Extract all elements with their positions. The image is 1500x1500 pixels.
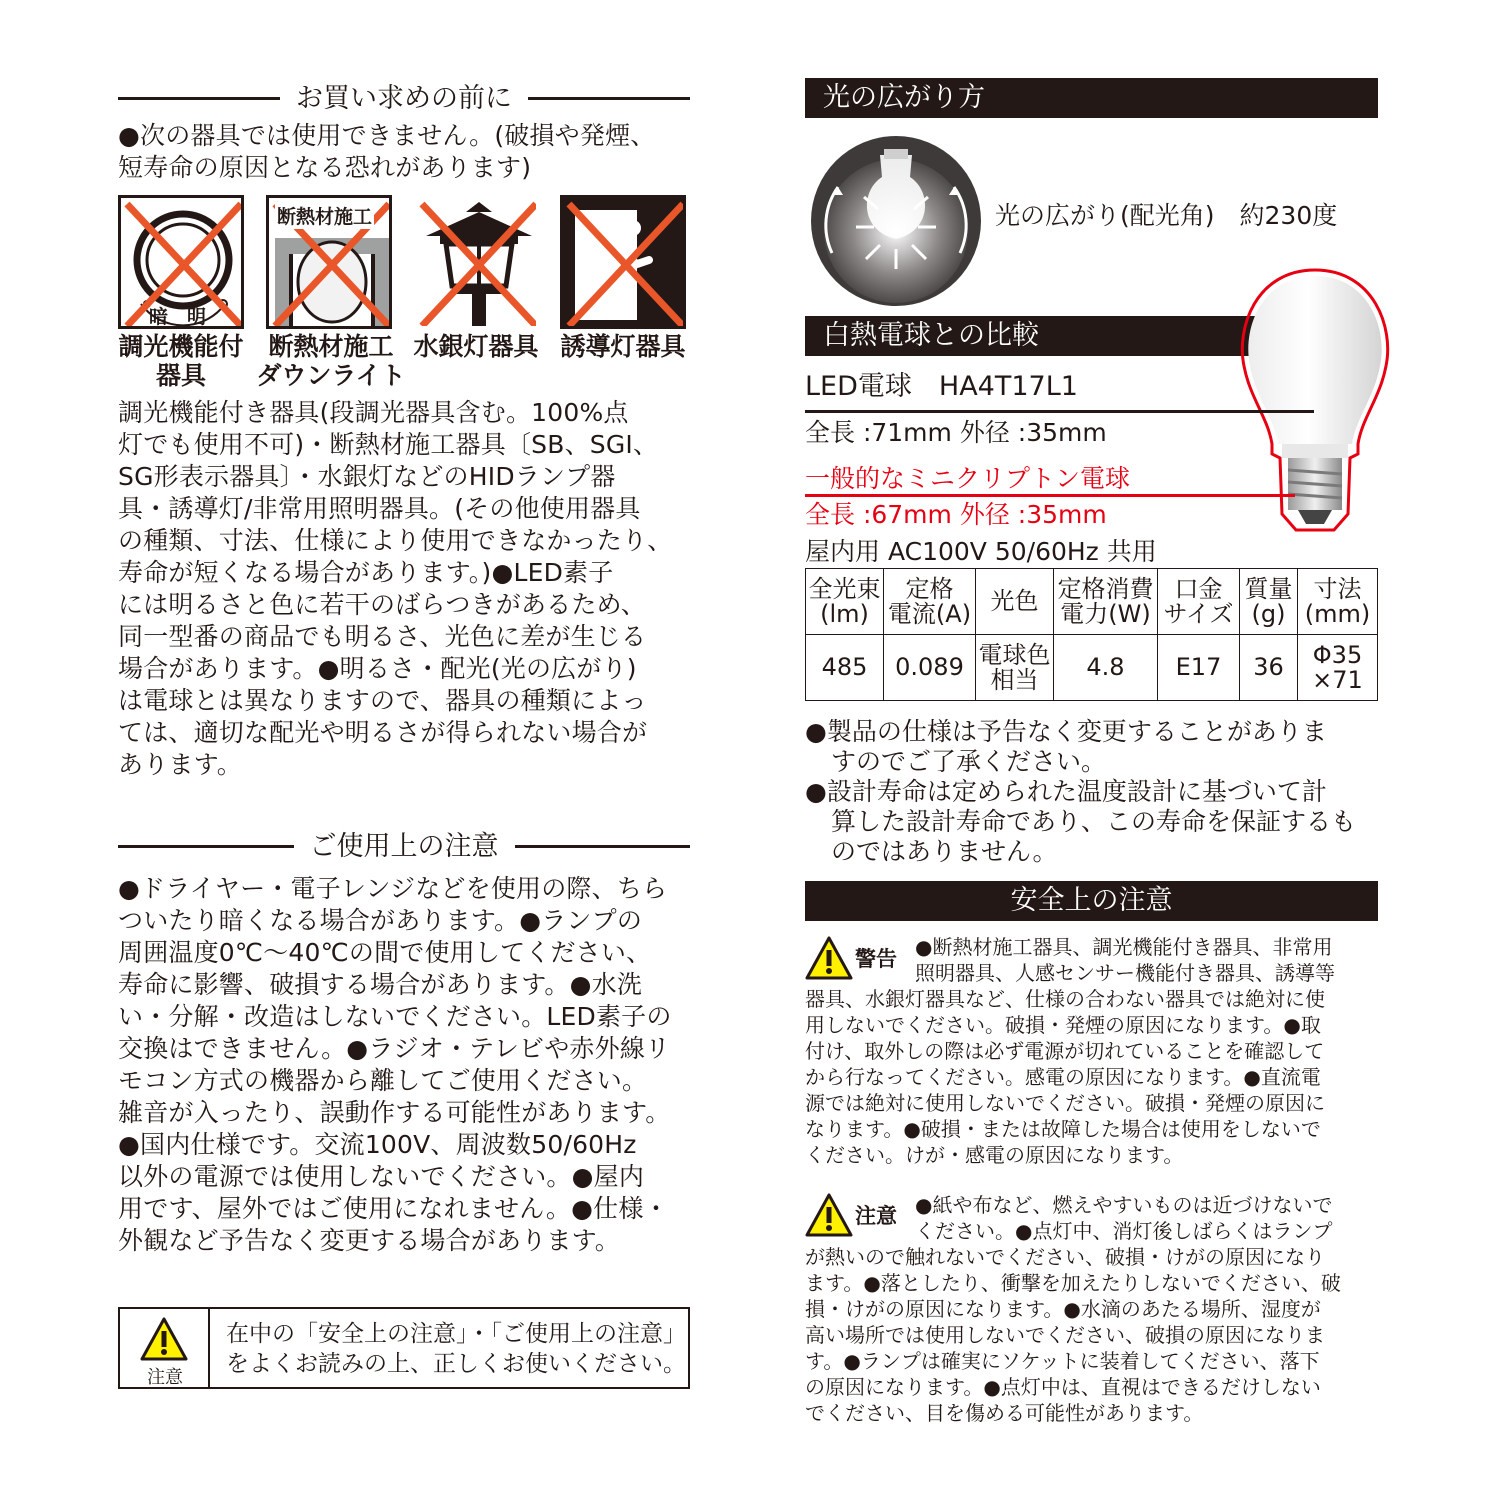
caution-box-icon-cell: 注意: [120, 1309, 210, 1387]
spec-header-dimensions: 寸法 (mm): [1298, 569, 1378, 635]
light-spread-title: 光の広がり方: [805, 78, 1378, 118]
warning-text: ●断熱材施工器具、調光機能付き器具、非常用 照明器具、人感センサー機能付き器具、誘導等 器具、水銀灯器具など、仕様の合わない器具では絶対に使 用しないでください。破損・発煙の原因になります。●取 付け、取外しの際は必ず電源が切れていることを確認して から行なってください。感電の原因になります。●直流電 源では絶対に使用しないでください。破損・発煙の原因に なります。●破損・または故障した場合は使用をしないで ください。けが・感電の原因になります。: [805, 935, 1335, 1167]
led-bulb-image: [1240, 268, 1390, 538]
spec-header-luminous-flux: 全光束 (lm): [806, 569, 884, 635]
light-spread-diagram: [810, 135, 982, 307]
icon-label-downlight: 断熱材施工 ダウンライト: [256, 332, 406, 390]
incandescent-dimensions: 全長 :67mm 外径 :35mm: [805, 500, 1107, 529]
emergency-exit-icon: [560, 195, 686, 329]
insulated-downlight-icon: 断熱材施工: [266, 195, 392, 329]
icon-label-mercury: 水銀灯器具: [413, 332, 539, 361]
spec-header-rated-power: 定格消費 電力(W): [1054, 569, 1158, 635]
spec-header-rated-current: 定格 電流(A): [884, 569, 976, 635]
comparison-title: 白熱電球との比較: [805, 316, 1259, 356]
before-purchase-title: お買い求めの前に: [118, 78, 690, 118]
incandescent-name: 一般的なミニクリプトン電球: [805, 464, 1131, 493]
spec-header-base-size: 口金 サイズ: [1158, 569, 1240, 635]
spec-header-light-color: 光色: [976, 569, 1054, 635]
caution-box-text: 在中の「安全上の注意」・「ご使用上の注意」 をよくお読みの上、正しくお使いください。: [226, 1321, 686, 1377]
spec-value-rated-power: 4.8: [1054, 635, 1158, 701]
led-dimensions: 全長 :71mm 外径 :35mm: [805, 418, 1107, 447]
spec-value-luminous-flux: 485: [806, 635, 884, 701]
spec-table: [805, 568, 1378, 701]
spec-table-value-row: [806, 635, 1378, 701]
caution-box: [118, 1307, 690, 1389]
usage-title: ご使用上の注意: [118, 826, 690, 866]
spec-table-header-row: [806, 569, 1378, 635]
product-note-1: ●製品の仕様は予告なく変更することがありま すのでご了承ください。: [805, 717, 1327, 776]
led-model: LED電球 HA4T17L1: [805, 371, 1078, 402]
spec-value-light-color: 電球色 相当: [976, 635, 1054, 701]
icon-label-dimmer: 調光機能付 器具: [118, 332, 244, 390]
spec-value-base-size: E17: [1158, 635, 1240, 701]
caution-text: ●紙や布など、燃えやすいものは近づけないで ください。●点灯中、消灯後しばらくはランプ が熱いので触れないでください、破損・けがの原因になり ます。●落としたり、衝撃を加えたりしないでください、破 損・けがの原因になります。●水滴のあたる場所、湿度が 高い場所では使用しないでください、破損の原因になりま す。●ランプは確実にソケットに装着してください、落下 の原因になります。●点灯中は、直視はできるだけしない でください、目を傷める可能性があります。: [805, 1193, 1341, 1425]
usage-note: 屋内用 AC100V 50/60Hz 共用: [805, 537, 1157, 566]
warning-triangle-icon: [140, 1317, 188, 1361]
light-spread-text: 光の広がり(配光角) 約230度: [995, 201, 1338, 230]
spec-value-mass: 36: [1240, 635, 1298, 701]
mercury-lamp-icon: [413, 195, 539, 329]
warning-heading: 警告: [805, 936, 897, 980]
dimmer-fixture-icon: 暗 明: [118, 195, 244, 329]
before-purchase-body: 調光機能付き器具(段調光器具含む。100%点 灯でも使用不可)・断熱材施工器具〔SB、SGI、 SG形表示器具〕・水銀灯などのHIDランプ器 具・誘導灯/非常用照明器具。(その他使用器具 の種類、寸法、仕様により使用できなかったり、 寿命が短くなる場合があります。)●LED素子 には明るさと色に若干のばらつきがあるため、 同一型番の商品でも明るさ、光色に差が生じる 場合があります。●明るさ・配光(光の広がり) は電球とは異なりますので、器具の種類によっ ては、適切な配光や明るさが得られない場合が あります。: [118, 398, 673, 779]
spec-value-dimensions: Φ35 ×71: [1298, 635, 1378, 701]
usage-body: ●ドライヤー・電子レンジなどを使用の際、ちら ついたり暗くなる場合があります。●ランプの 周囲温度0℃～40℃の間で使用してください、 寿命に影響、破損する場合があります。●水洗 い・分解・改造はしないでください。LED素子の 交換はできません。●ラジオ・テレビや赤外線リ モコン方式の機器から離してご使用ください。 雑音が入ったり、誤動作する可能性があります。 ●国内仕様です。交流100V、周波数50/60Hz 以外の電源では使用しないでください。●屋内 用です、屋外ではご使用になれません。●仕様・ 外観など予告なく変更する場合があります。: [118, 874, 672, 1255]
led-length-line: [805, 410, 1314, 413]
spec-header-mass: 質量 (g): [1240, 569, 1298, 635]
product-note-2: ●設計寿命は定められた温度設計に基づいて計 算した設計寿命であり、この寿命を保証するも のではありません。: [805, 777, 1357, 866]
safety-title: 安全上の注意: [805, 881, 1378, 921]
before-purchase-lead: ●次の器具では使用できません。(破損や発煙、 短寿命の原因となる恐れがあります): [118, 121, 656, 182]
incandescent-length-line: [805, 494, 1295, 497]
spec-value-rated-current: 0.089: [884, 635, 976, 701]
caution-heading: 注意: [805, 1193, 897, 1237]
icon-label-exit: 誘導灯器具: [560, 332, 686, 361]
